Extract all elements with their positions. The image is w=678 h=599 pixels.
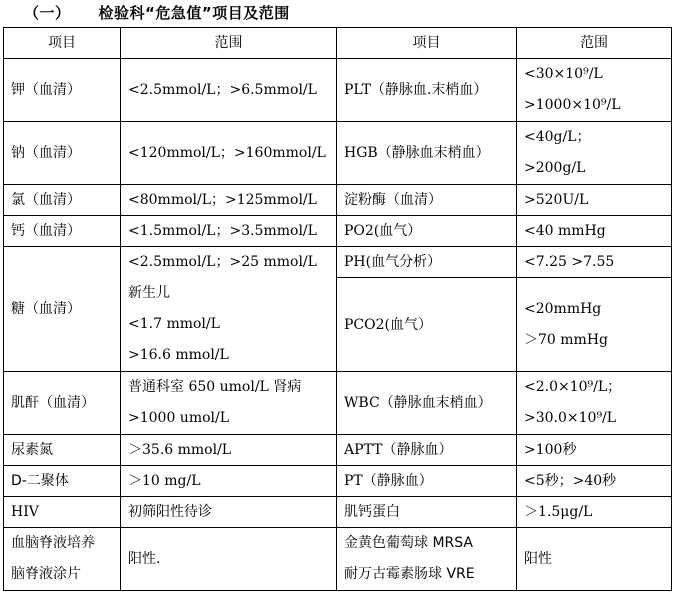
table-row (4, 185, 672, 216)
range-pt: <5秒；>40秒 (517, 466, 672, 497)
item-calcium: 钙（血清） (4, 216, 121, 247)
table-row (4, 372, 672, 435)
document-title (24, 2, 290, 23)
item-sodium: 钠（血清） (4, 122, 121, 185)
item-glucose: 糖（血清） (4, 247, 121, 372)
range-chloride: <80mmol/L；>125mmol/L (121, 185, 337, 216)
item-bun: 尿素氮 (4, 435, 121, 466)
range-calcium: <1.5mmol/L；>3.5mmol/L (121, 216, 337, 247)
item-d-dimer: D-二聚体 (4, 466, 121, 497)
item-chloride: 氯（血清） (4, 185, 121, 216)
item-wbc: WBC（静脉血末梢血） (337, 372, 517, 435)
item-ph: PH(血气分析） (337, 247, 517, 278)
range-bun: ＞35.6 mmol/L (121, 435, 337, 466)
table-header-row (4, 28, 672, 59)
section-number: （一） (24, 4, 71, 22)
table-row (4, 247, 672, 278)
range-po2: <40 mmHg (517, 216, 672, 247)
item-aptt: APTT（静脉血） (337, 435, 517, 466)
range-troponin: ＞1.5μg/L (517, 497, 672, 528)
range-sodium: <120mmol/L；>160mmol/L (121, 122, 337, 185)
item-amylase: 淀粉酶（血清） (337, 185, 517, 216)
range-aptt: >100秒 (517, 435, 672, 466)
header-item-2: 项目 (337, 28, 517, 59)
table-row (4, 435, 672, 466)
table-row (4, 466, 672, 497)
range-hiv: 初筛阳性待诊 (121, 497, 337, 528)
item-pco2: PCO2(血气） (337, 278, 517, 372)
table-row (4, 216, 672, 247)
item-troponin: 肌钙蛋白 (337, 497, 517, 528)
header-item-1: 项目 (4, 28, 121, 59)
table-row (4, 528, 672, 591)
item-hiv: HIV (4, 497, 121, 528)
header-range-1: 范围 (121, 28, 337, 59)
section-title: 检验科“危急值”项目及范围 (98, 4, 290, 22)
range-csf-culture: 阳性. (121, 528, 337, 591)
table-row (4, 497, 672, 528)
critical-values-table (3, 27, 672, 591)
item-pt: PT（静脉血） (337, 466, 517, 497)
range-mrsa-vre: 阳性 (517, 528, 672, 591)
header-range-2: 范围 (517, 28, 672, 59)
range-pco2: <20mmHg ＞70 mmHg (517, 278, 672, 372)
item-creatinine: 肌酐（血清） (4, 372, 121, 435)
item-csf-culture: 血脑脊液培养 脑脊液涂片 (4, 528, 121, 591)
range-hgb: <40g/L； >200g/L (517, 122, 672, 185)
range-creatinine: 普通科室 650 umol/L 肾病>1000 umol/L (121, 372, 337, 435)
range-glucose: <2.5mmol/L；>25 mmol/L 新生儿 <1.7 mmol/L >16.6 mmol/L (121, 247, 337, 372)
item-potassium: 钾（血清） (4, 59, 121, 122)
range-wbc: <2.0×10⁹/L； >30.0×10⁹/L (517, 372, 672, 435)
range-d-dimer: ＞10 mg/L (121, 466, 337, 497)
range-amylase: >520U/L (517, 185, 672, 216)
item-hgb: HGB（静脉血末梢血） (337, 122, 517, 185)
range-ph: <7.25 >7.55 (517, 247, 672, 278)
table-row (4, 122, 672, 185)
range-plt: <30×10⁹/L >1000×10⁹/L (517, 59, 672, 122)
item-mrsa-vre: 金黄色葡萄球 MRSA 耐万古霉素肠球 VRE (337, 528, 517, 591)
item-po2: PO2(血气） (337, 216, 517, 247)
table-row (4, 59, 672, 122)
range-potassium: <2.5mmol/L；>6.5mmol/L (121, 59, 337, 122)
item-plt: PLT（静脉血.末梢血） (337, 59, 517, 122)
